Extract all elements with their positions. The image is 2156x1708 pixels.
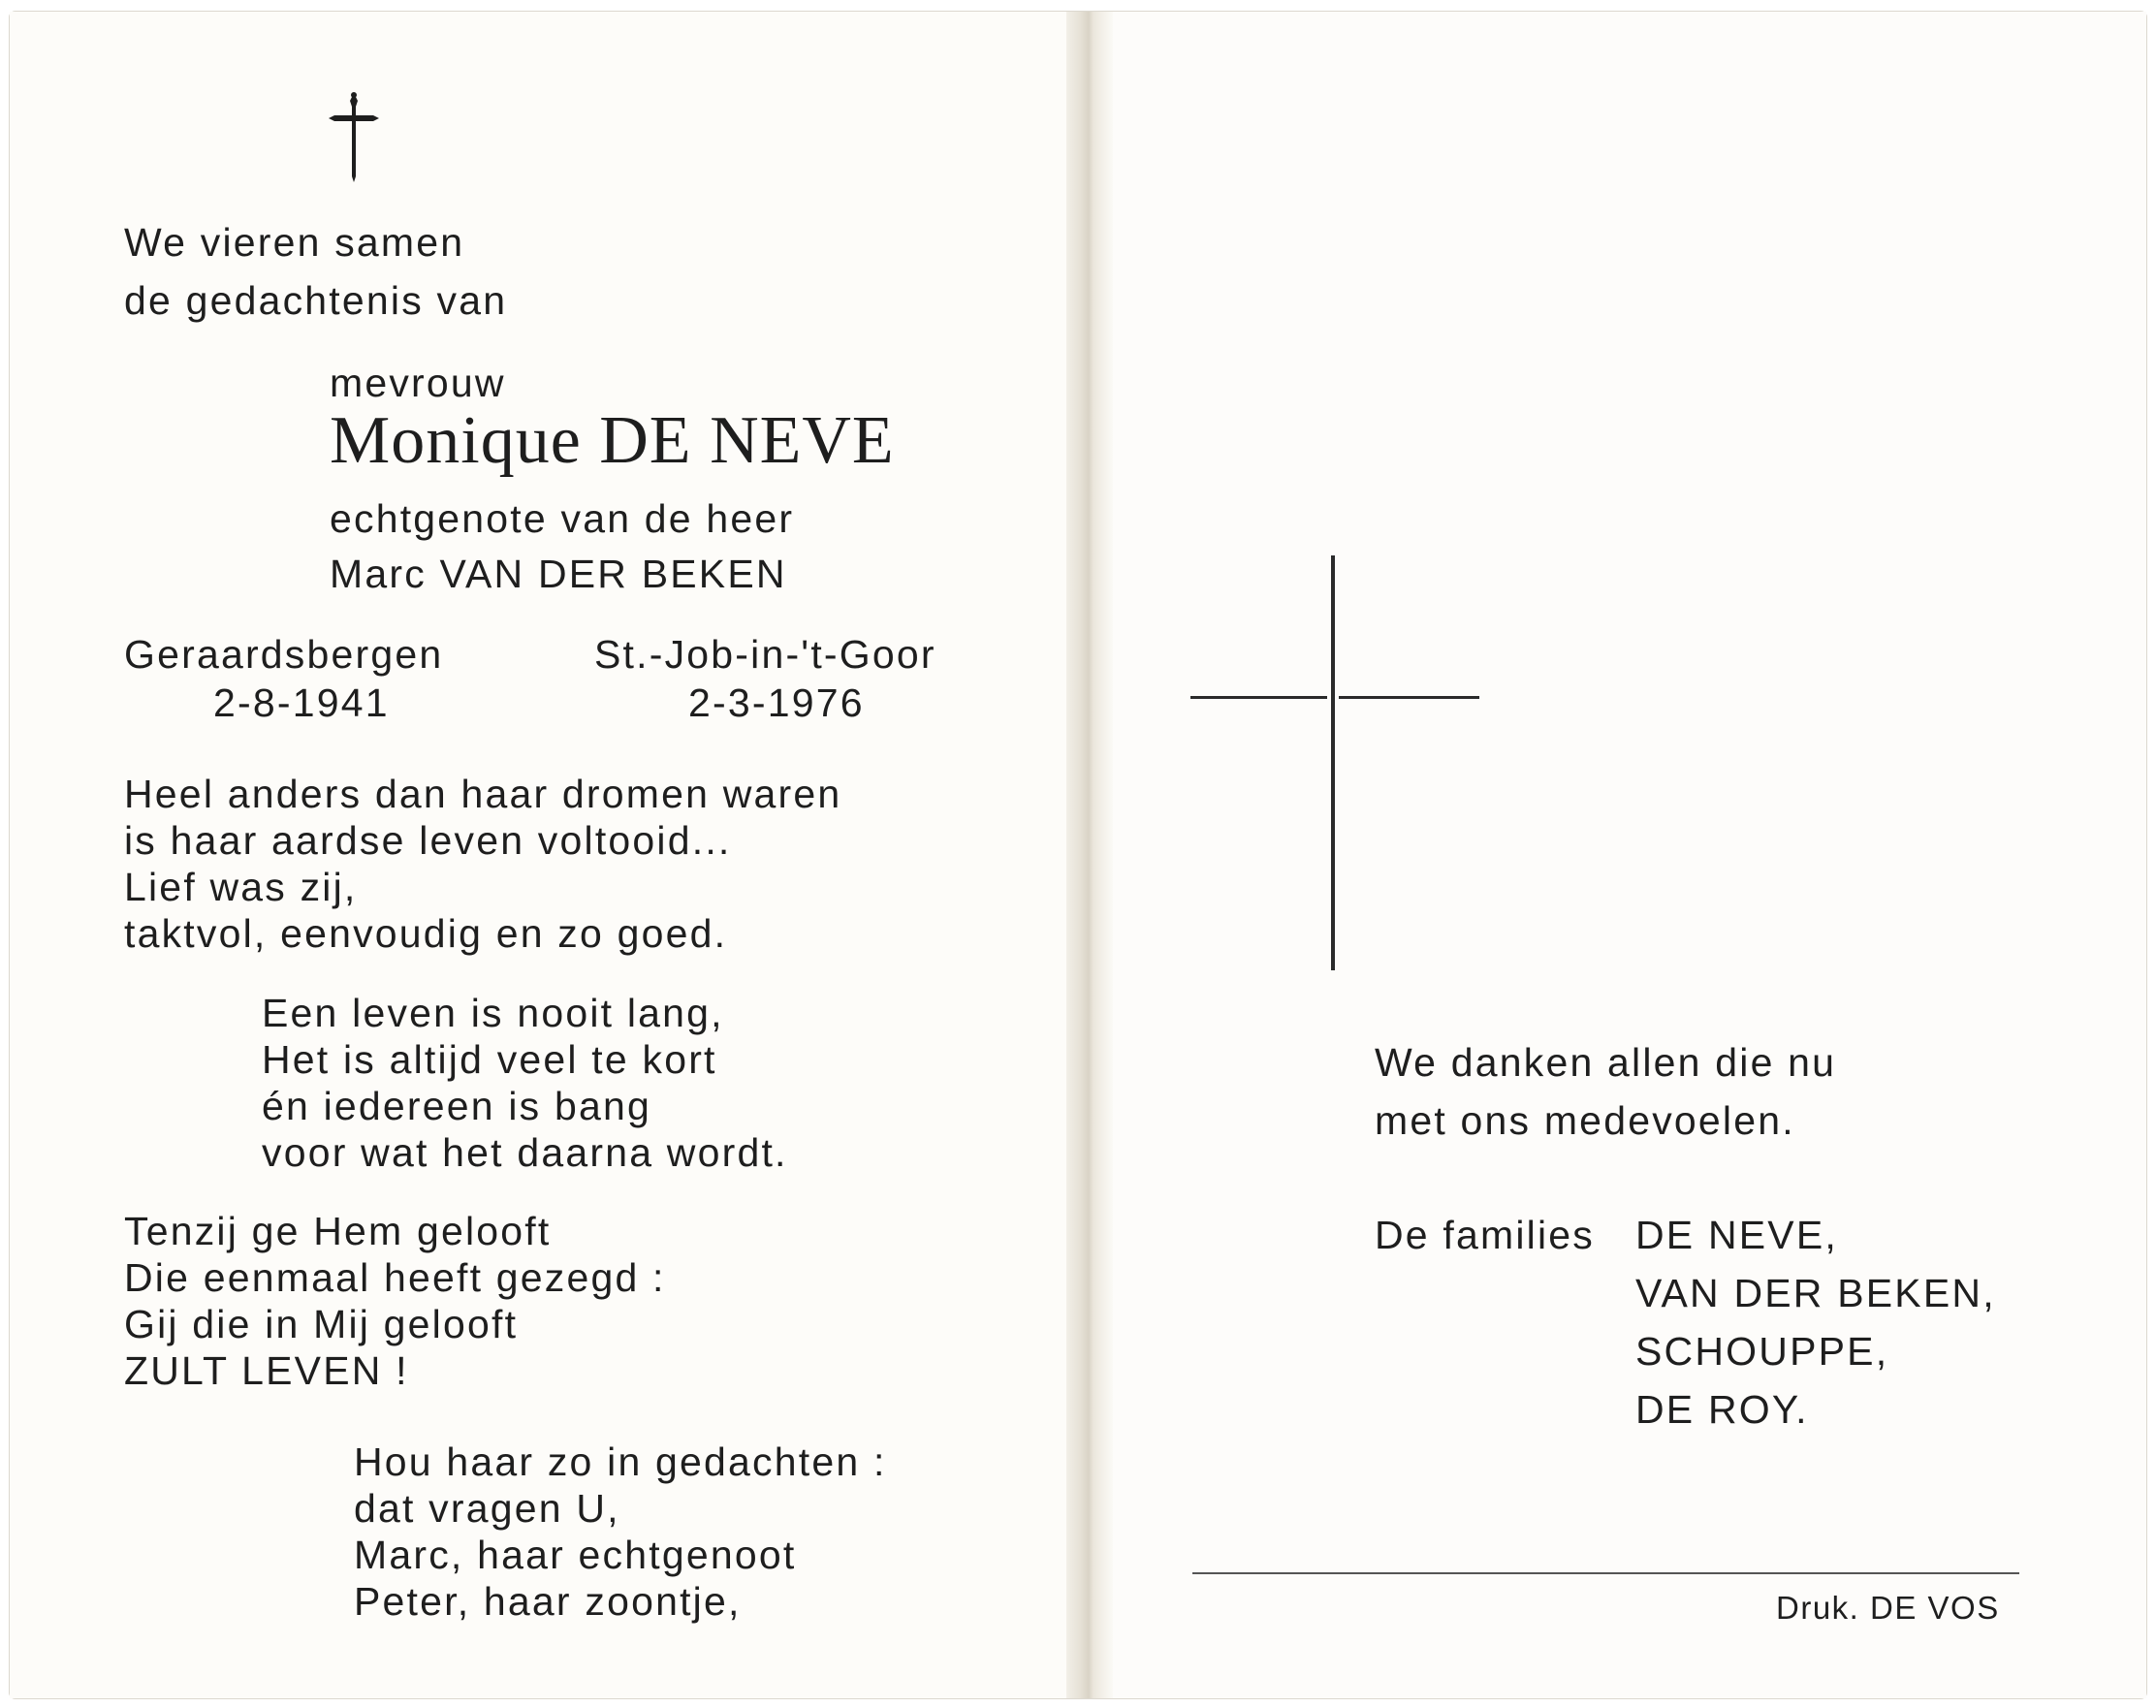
large-cross-arm-left: [1190, 696, 1327, 699]
verse4-line-4: Peter, haar zoontje,: [354, 1579, 742, 1624]
families-label: De families: [1375, 1213, 1595, 1257]
verse2-line-4: voor wat het daarna wordt.: [262, 1130, 788, 1175]
intro-line-2: de gedachtenis van: [124, 278, 508, 323]
intro-line-1: We vieren samen: [124, 220, 465, 265]
family-3: SCHOUPPE,: [1635, 1329, 1889, 1374]
verse4-line-3: Marc, haar echtgenoot: [354, 1533, 797, 1577]
large-cross-arm-right: [1339, 696, 1479, 699]
thanks-line-2: met ons medevoelen.: [1375, 1098, 1795, 1143]
family-2: VAN DER BEKEN,: [1635, 1271, 1996, 1315]
printer-credit: Druk. DE VOS: [1776, 1590, 2000, 1626]
family-4: DE ROY.: [1635, 1387, 1809, 1432]
verse3-line-1: Tenzij ge Hem gelooft: [124, 1209, 552, 1253]
small-cross-icon: [325, 91, 383, 184]
birth-date: 2-8-1941: [213, 680, 390, 725]
spouse-line-2: Marc VAN DER BEKEN: [330, 552, 787, 596]
verse1-line-4: taktvol, eenvoudig en zo goed.: [124, 911, 728, 956]
thanks-line-1: We danken allen die nu: [1375, 1040, 1837, 1085]
verse3-line-4: ZULT LEVEN !: [124, 1348, 409, 1393]
verse1-line-3: Lief was zij,: [124, 865, 358, 909]
verse2-line-2: Het is altijd veel te kort: [262, 1037, 717, 1082]
verse2-line-1: Een leven is nooit lang,: [262, 991, 724, 1035]
honorific: mevrouw: [330, 361, 506, 405]
verse4-line-2: dat vragen U,: [354, 1486, 620, 1531]
family-1: DE NEVE,: [1635, 1213, 1838, 1257]
divider: [1192, 1572, 2019, 1574]
verse1-line-1: Heel anders dan haar dromen waren: [124, 772, 842, 816]
verse1-line-2: is haar aardse leven voltooid...: [124, 818, 732, 863]
death-date: 2-3-1976: [688, 680, 865, 725]
death-place: St.-Job-in-'t-Goor: [594, 632, 936, 677]
verse2-line-3: én iedereen is bang: [262, 1084, 651, 1128]
birth-place: Geraardsbergen: [124, 632, 444, 677]
verse4-line-1: Hou haar zo in gedachten :: [354, 1439, 887, 1484]
deceased-name: Monique DE NEVE: [330, 403, 895, 478]
right-page: [1091, 12, 2146, 1698]
spouse-line-1: echtgenote van de heer: [330, 496, 795, 541]
card-fold: [1066, 12, 1113, 1698]
verse3-line-3: Gij die in Mij gelooft: [124, 1302, 519, 1346]
verse3-line-2: Die eenmaal heeft gezegd :: [124, 1255, 666, 1300]
large-cross-icon: [1331, 555, 1335, 970]
